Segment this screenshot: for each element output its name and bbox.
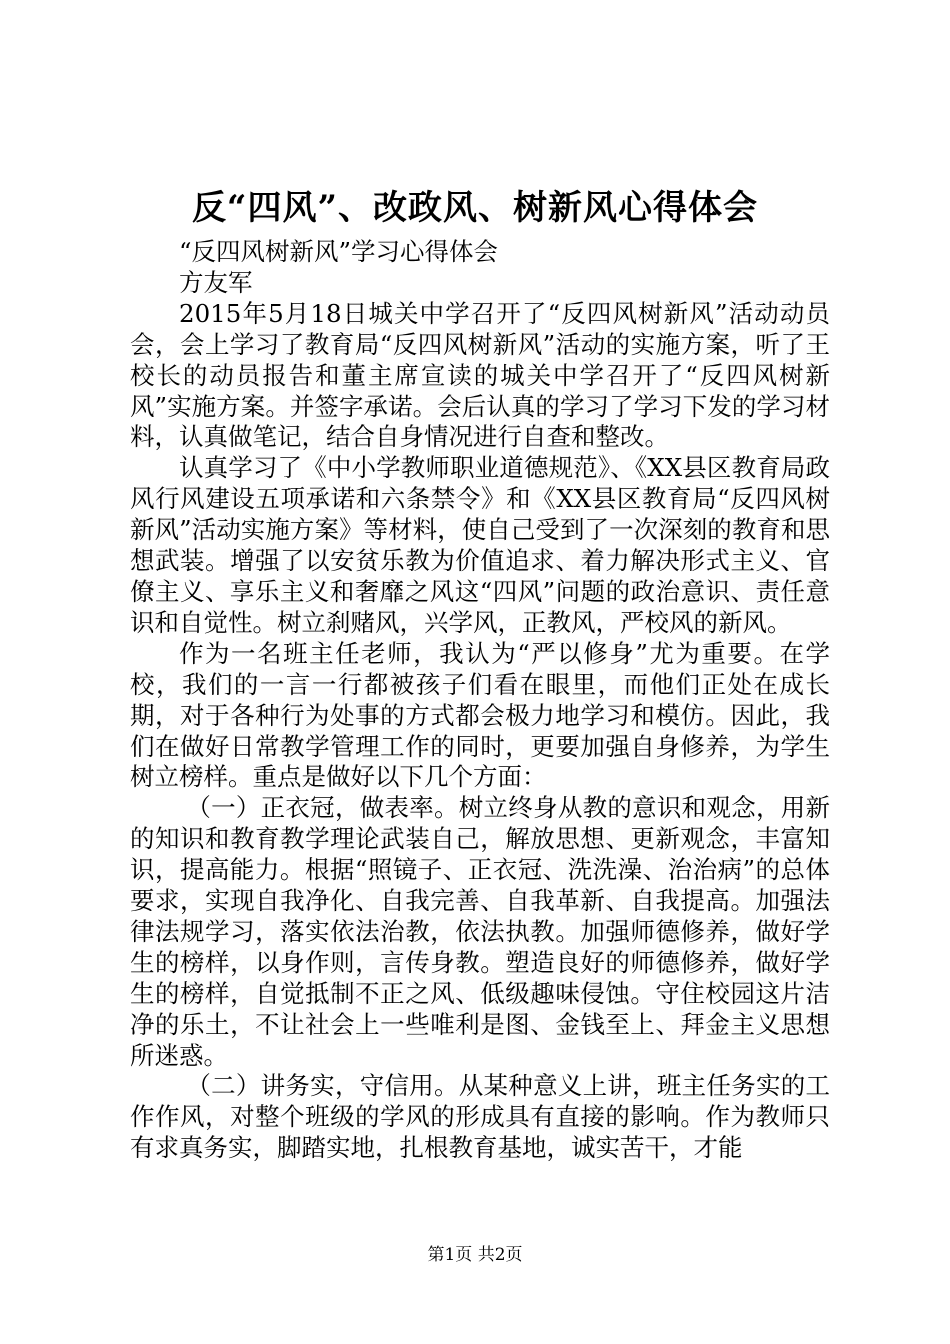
paragraph: 认真学习了《中小学教师职业道德规范》、《XX县区教育局政风行风建设五项承诺和六条禁令》和《XX县区教育局“反四风树新风”活动实施方案》等材料，使自己受到了一次深刻的教育和思想武装。增强了以安贫乐教为价值追求、着力解决形式主义、官僚主义、享乐主义和奢靡之风这“四风”问题的政治意识、责任意识和自觉性。树立刹赌风，兴学风，正教风，严校风的新风。 <box>130 453 830 637</box>
paragraph: 2015年5月18日城关中学召开了“反四风树新风”活动动员会，会上学习了教育局“反四风树新风”活动的实施方案，听了王校长的动员报告和董主席宣读的城关中学召开了“反四风树新风”实施方案。并签字承诺。会后认真的学习了学习下发的学习材料，认真做笔记，结合自身情况进行自查和整改。 <box>130 298 830 452</box>
document-title: 反“四风”、改政风、树新风心得体会 <box>191 188 759 228</box>
document-subtitle: “反四风树新风”学习心得体会 <box>179 237 499 266</box>
page-footer: 第1页 共2页 <box>427 1245 523 1265</box>
document-author: 方友军 <box>179 267 253 297</box>
paragraph: （一）正衣冠，做表率。树立终身从教的意识和观念，用新的知识和教育教学理论武装自己，解放思想、更新观念，丰富知识，提高能力。根据“照镜子、正衣冠、洗洗澡、治治病”的总体要求，实现自我净化、自我完善、自我革新、自我提高。加强法律法规学习，落实依法治教，依法执教。加强师德修养，做好学生的榜样，以身作则，言传身教。塑造良好的师德修养，做好学生的榜样，自觉抵制不正之风、低级趣味侵蚀。守住校园这片洁净的乐土，不让社会上一些唯利是图、金钱至上、拜金主义思想所迷惑。 <box>130 793 830 1070</box>
document-body <box>130 237 830 1164</box>
paragraph: 作为一名班主任老师，我认为“严以修身”尤为重要。在学校，我们的一言一行都被孩子们看在眼里，而他们正处在成长期，对于各种行为处事的方式都会极力地学习和模仿。因此，我们在做好日常教学管理工作的同时，更要加强自身修养，为学生树立榜样。重点是做好以下几个方面： <box>130 638 830 792</box>
paragraph: （二）讲务实，守信用。从某种意义上讲，班主任务实的工作作风，对整个班级的学风的形成具有直接的影响。作为教师只有求真务实，脚踏实地，扎根教育基地，诚实苦干，才能 <box>130 1071 830 1163</box>
